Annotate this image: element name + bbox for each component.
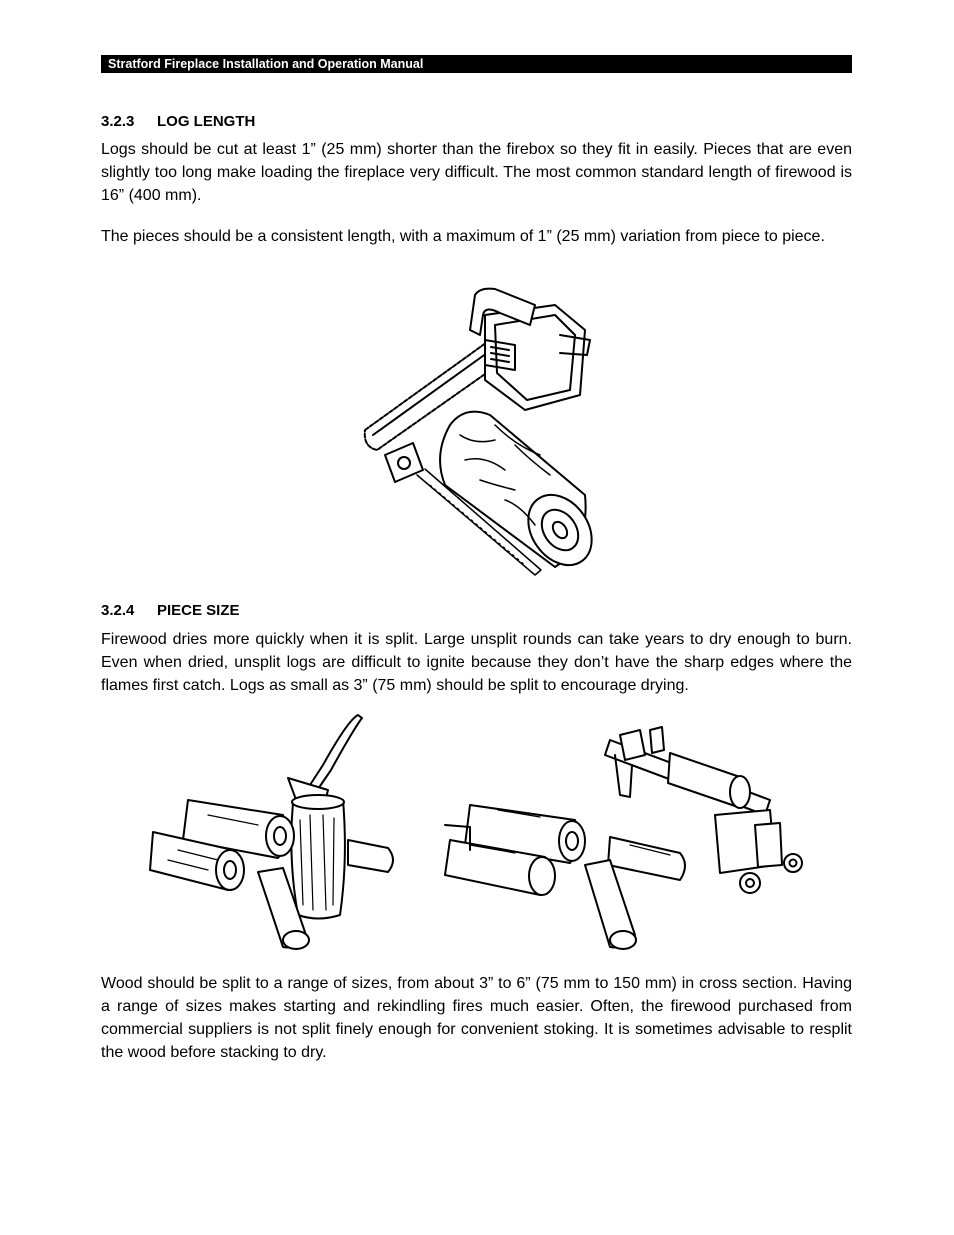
section-heading-piece-size <box>101 602 240 619</box>
section-number: 3.2.3 <box>101 113 135 130</box>
section-heading-log-length <box>101 113 255 130</box>
paragraph-piece-size-1: Firewood dries more quickly when it is split. Large unsplit rounds can take years to dry enough to burn. Even when dried, unsplit logs are difficult to ignite because they don’t have the sharp edges where the flames first catch. Logs as small as 3” (75 mm) should be split to encourage drying. <box>101 631 852 694</box>
log-splitter-illustration <box>440 725 810 955</box>
paragraph-log-length-1: Logs should be cut at least 1” (25 mm) shorter than the firebox so they fit in easily. Pieces that are even slightly too long make loading the fireplace very difficult. The most common standard length of firewood is 16” (400 mm). <box>101 141 852 204</box>
paragraph-piece-size-2: Wood should be split to a range of sizes, from about 3” to 6” (75 mm to 150 mm) in cross section. Having a range of sizes makes starting and rekindling fires much easier. Often, the firewood purchased from commercial suppliers is not split finely enough for convenient stoking. It is sometimes advisable to resplit the wood before stacking to dry. <box>101 975 852 1061</box>
section-title: PIECE SIZE <box>157 602 240 619</box>
section-number: 3.2.4 <box>101 602 135 619</box>
section-title: LOG LENGTH <box>157 113 256 130</box>
chainsaw-log-illustration <box>355 285 600 585</box>
axe-split-logs-illustration <box>148 710 398 955</box>
page-header: Stratford Fireplace Installation and Operation Manual <box>101 55 852 73</box>
paragraph-log-length-2: The pieces should be a consistent length, with a maximum of 1” (25 mm) variation from piece to piece. <box>101 228 825 245</box>
